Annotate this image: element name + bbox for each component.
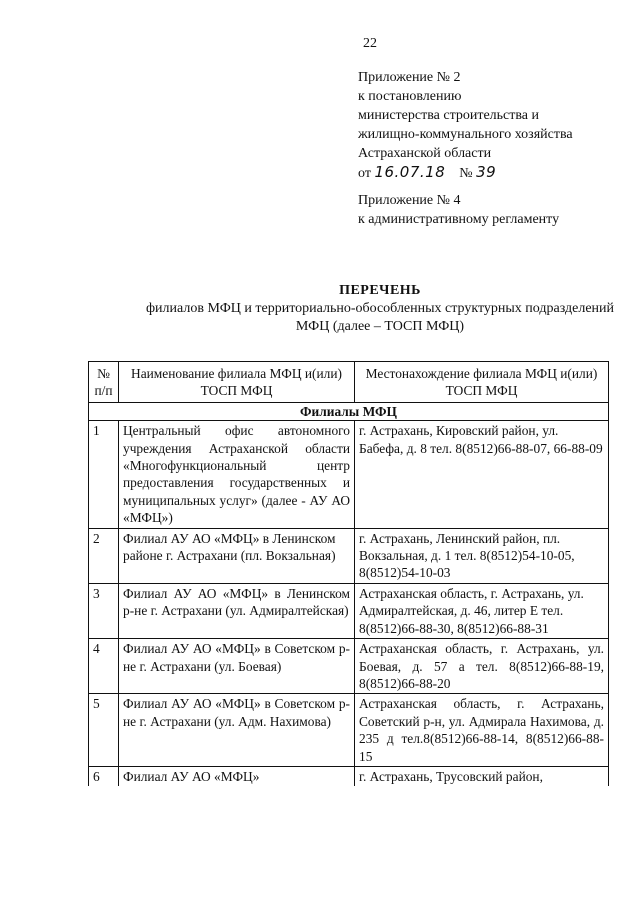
branches-table [88, 361, 609, 786]
number-prefix: № [459, 166, 473, 181]
table-row [89, 766, 609, 786]
table-row [89, 528, 609, 583]
row-location: Астраханская область, г. Астрахань, Советский р-н, ул. Адмирала Нахимова, д. 235 д тел.8(8512)66-88-14, 8(8512)66-88-15 [355, 694, 609, 767]
title-line: МФЦ (далее – ТОСП МФЦ) [295, 319, 465, 334]
row-number: 1 [89, 421, 119, 528]
row-location: г. Астрахань, Кировский район, ул. Бабефа, д. 8 тел. 8(8512)66-88-07, 66-88-09 [355, 421, 609, 528]
row-number: 3 [89, 583, 119, 638]
row-location: Астраханская область, г. Астрахань, ул. Адмиралтейская, д. 46, литер Е тел. 8(8512)66-88-30, 8(8512)66-88-31 [355, 583, 609, 638]
appendix-2-line: Астраханской области [358, 146, 492, 161]
row-number: 5 [89, 694, 119, 767]
appendix-2-block [358, 68, 618, 183]
appendix-4-line: к административному регламенту [358, 212, 560, 227]
appendix-2-date-line [358, 163, 618, 183]
appendix-2-line: Приложение № 2 [358, 70, 461, 85]
row-name: Филиал АУ АО «МФЦ» в Советском р-не г. Астрахани (ул. Боевая) [119, 639, 355, 694]
handwritten-number: 39 [476, 163, 497, 181]
row-number: 6 [89, 766, 119, 786]
appendix-2-line: министерства строительства и [358, 108, 540, 123]
header-name: Наименование филиала МФЦ и(или) ТОСП МФЦ [119, 362, 355, 403]
handwritten-date: 16.07.18 [374, 163, 446, 181]
table-row [89, 694, 609, 767]
section-title: Филиалы МФЦ [89, 402, 609, 420]
appendix-2-line: жилищно-коммунального хозяйства [358, 127, 573, 142]
title-line: филиалов МФЦ и территориально-обособленных структурных подразделений [145, 301, 615, 316]
appendix-4-line: Приложение № 4 [358, 193, 461, 208]
row-location: г. Астрахань, Ленинский район, пл. Вокзальная, д. 1 тел. 8(8512)54-10-05, 8(8512)54-10-03 [355, 528, 609, 583]
row-name: Филиал АУ АО «МФЦ» в Ленинском р-не г. Астрахани (ул. Адмиралтейская) [119, 583, 355, 638]
row-number: 2 [89, 528, 119, 583]
row-name: Филиал АУ АО «МФЦ» [119, 766, 355, 786]
document-title [60, 282, 640, 336]
table-row [89, 583, 609, 638]
row-name: Филиал АУ АО «МФЦ» в Советском р-не г. Астрахани (ул. Адм. Нахимова) [119, 694, 355, 767]
table-header-row [89, 362, 609, 403]
date-prefix: от [358, 166, 371, 181]
header-location: Местонахождение филиала МФЦ и(или) ТОСП МФЦ [355, 362, 609, 403]
appendix-4-block [358, 191, 618, 229]
table-row [89, 639, 609, 694]
row-location: Астраханская область, г. Астрахань, ул. Боевая, д. 57 а тел. 8(8512)66-88-19, 8(8512)66-88-20 [355, 639, 609, 694]
title-heading: ПЕРЕЧЕНЬ [339, 283, 421, 298]
table-row [89, 421, 609, 528]
page-number: 22 [363, 36, 377, 51]
section-row [89, 402, 609, 420]
row-name: Филиал АУ АО «МФЦ» в Ленинском районе г. Астрахани (пл. Вокзальная) [119, 528, 355, 583]
row-name: Центральный офис автономного учреждения Астраханской области «Многофункциональный центр предоставления государственных и муниципальных услуг» (далее - АУ АО «МФЦ») [119, 421, 355, 528]
row-number: 4 [89, 639, 119, 694]
row-location: г. Астрахань, Трусовский район, [355, 766, 609, 786]
header-number: № п/п [89, 362, 119, 403]
appendix-2-line: к постановлению [358, 89, 462, 104]
